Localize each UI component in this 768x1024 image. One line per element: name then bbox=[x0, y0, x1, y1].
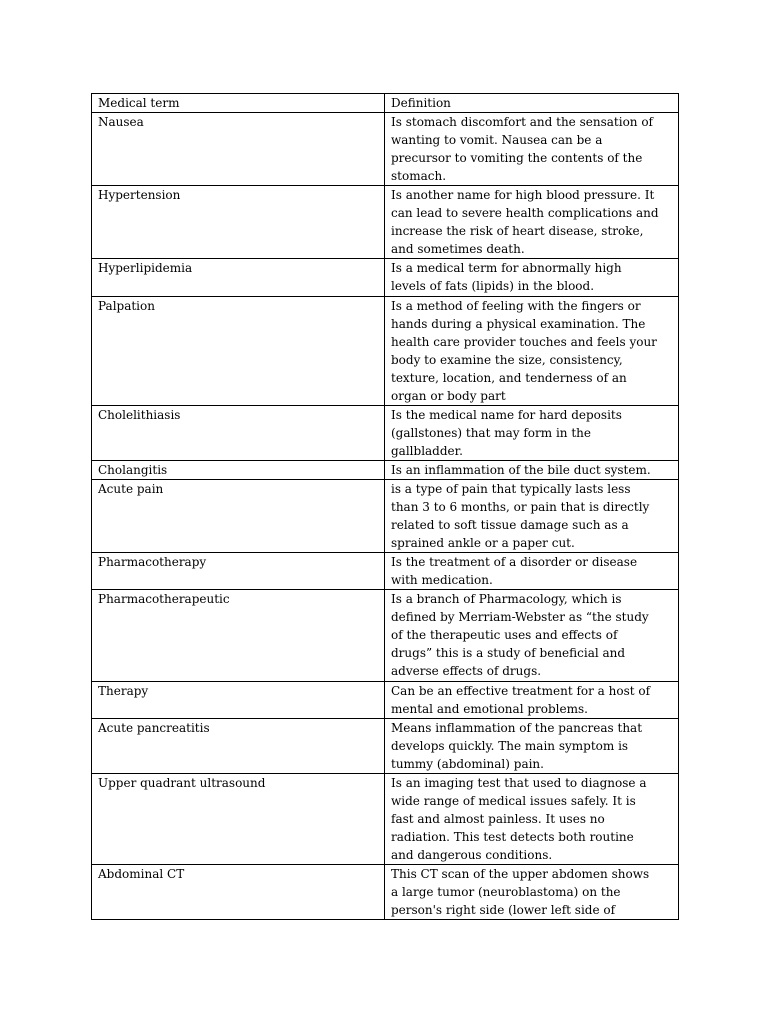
definition-cell bbox=[385, 590, 679, 681]
term-text: Pharmacotherapy bbox=[98, 555, 207, 570]
definition-cell bbox=[385, 773, 679, 864]
term-cell bbox=[92, 718, 385, 773]
table-row bbox=[92, 113, 679, 186]
definition-cell bbox=[385, 681, 679, 718]
term-text: Acute pancreatitis bbox=[98, 720, 210, 735]
table-row bbox=[92, 864, 679, 919]
definition-line: develops quickly. The main symptom is bbox=[391, 738, 629, 753]
definition-line: drugs” this is a study of beneficial and bbox=[391, 646, 626, 661]
term-text: Abdominal CT bbox=[98, 866, 185, 881]
term-text: Palpation bbox=[98, 298, 155, 313]
header-term-label: Medical term bbox=[98, 96, 180, 110]
header-cell-definition bbox=[385, 94, 679, 113]
definition-line: stomach. bbox=[391, 169, 447, 184]
header-cell-term bbox=[92, 94, 385, 113]
table-row bbox=[92, 460, 679, 479]
definition-line: texture, location, and tenderness of an bbox=[391, 370, 627, 385]
definition-line: Is the medical name for hard deposits bbox=[391, 407, 622, 422]
definition-cell bbox=[385, 296, 679, 405]
definition-line: tummy (abdominal) pain. bbox=[391, 756, 544, 771]
term-cell bbox=[92, 296, 385, 405]
table-row bbox=[92, 479, 679, 552]
definition-line: body to examine the size, consistency, bbox=[391, 352, 623, 367]
table-row bbox=[92, 773, 679, 864]
table-row bbox=[92, 681, 679, 718]
definition-line: Is an imaging test that used to diagnose a bbox=[391, 775, 647, 790]
definition-line: Is another name for high blood pressure. It bbox=[391, 188, 655, 203]
term-cell bbox=[92, 590, 385, 681]
term-cell bbox=[92, 479, 385, 552]
term-cell bbox=[92, 460, 385, 479]
definition-cell bbox=[385, 553, 679, 590]
table-row bbox=[92, 259, 679, 296]
definition-line: can lead to severe health complications and bbox=[391, 206, 659, 221]
term-text: Therapy bbox=[98, 683, 149, 698]
definition-line: sprained ankle or a paper cut. bbox=[391, 536, 575, 551]
header-definition-label: Definition bbox=[391, 96, 451, 110]
definition-line: mental and emotional problems. bbox=[391, 701, 588, 716]
definition-line: of the therapeutic uses and effects of bbox=[391, 628, 618, 643]
definition-line: Is a method of feeling with the fingers or bbox=[391, 298, 641, 313]
term-cell bbox=[92, 259, 385, 296]
table-row bbox=[92, 186, 679, 259]
term-text: Cholelithiasis bbox=[98, 407, 181, 422]
definition-cell bbox=[385, 405, 679, 460]
definition-line: and sometimes death. bbox=[391, 242, 525, 257]
term-cell bbox=[92, 113, 385, 186]
definition-line: wanting to vomit. Nausea can be a bbox=[391, 133, 603, 148]
term-cell bbox=[92, 864, 385, 919]
term-cell bbox=[92, 681, 385, 718]
definition-line: Means inflammation of the pancreas that bbox=[391, 720, 643, 735]
term-cell bbox=[92, 553, 385, 590]
definition-cell bbox=[385, 718, 679, 773]
definition-line: wide range of medical issues safely. It is bbox=[391, 793, 636, 808]
medical-terms-table bbox=[91, 93, 679, 920]
definition-line: Can be an effective treatment for a host of bbox=[391, 683, 651, 698]
term-cell bbox=[92, 405, 385, 460]
definition-line: than 3 to 6 months, or pain that is directly bbox=[391, 500, 650, 515]
definition-line: and dangerous conditions. bbox=[391, 847, 553, 862]
definition-cell bbox=[385, 259, 679, 296]
definition-cell bbox=[385, 460, 679, 479]
definition-line: defined by Merriam-Webster as “the study bbox=[391, 610, 649, 625]
definition-line: health care provider touches and feels your bbox=[391, 334, 657, 349]
table-row bbox=[92, 296, 679, 405]
definition-cell bbox=[385, 864, 679, 919]
term-text: Nausea bbox=[98, 115, 144, 130]
table-row bbox=[92, 405, 679, 460]
definition-line: radiation. This test detects both routine bbox=[391, 829, 634, 844]
definition-line: increase the risk of heart disease, stroke, bbox=[391, 224, 644, 239]
term-cell bbox=[92, 773, 385, 864]
definition-line: a large tumor (neuroblastoma) on the bbox=[391, 885, 621, 900]
definition-cell bbox=[385, 186, 679, 259]
definition-line: (gallstones) that may form in the bbox=[391, 425, 591, 440]
table-row bbox=[92, 718, 679, 773]
definition-line: fast and almost painless. It uses no bbox=[391, 811, 605, 826]
definition-line: Is a medical term for abnormally high bbox=[391, 261, 622, 276]
definition-cell bbox=[385, 479, 679, 552]
definition-line: levels of fats (lipids) in the blood. bbox=[391, 279, 595, 294]
definition-line: precursor to vomiting the contents of the bbox=[391, 151, 643, 166]
definition-line: Is an inflammation of the bile duct system. bbox=[391, 462, 651, 477]
term-text: Hypertension bbox=[98, 188, 181, 203]
term-text: Hyperlipidemia bbox=[98, 261, 193, 276]
definition-line: gallbladder. bbox=[391, 443, 463, 458]
term-cell bbox=[92, 186, 385, 259]
table-header-row bbox=[92, 94, 679, 113]
table-row bbox=[92, 590, 679, 681]
term-text: Acute pain bbox=[98, 481, 164, 496]
definition-line: is a type of pain that typically lasts less bbox=[391, 481, 631, 496]
term-text: Upper quadrant ultrasound bbox=[98, 775, 266, 790]
term-text: Pharmacotherapeutic bbox=[98, 592, 230, 607]
definition-line: This CT scan of the upper abdomen shows bbox=[391, 866, 650, 881]
definition-cell bbox=[385, 113, 679, 186]
definition-line: with medication. bbox=[391, 573, 493, 588]
definition-line: Is stomach discomfort and the sensation of bbox=[391, 115, 653, 130]
definition-line: related to soft tissue damage such as a bbox=[391, 518, 629, 533]
definition-line: organ or body part bbox=[391, 388, 506, 403]
definition-line: Is the treatment of a disorder or disease bbox=[391, 555, 638, 570]
definition-line: Is a branch of Pharmacology, which is bbox=[391, 592, 622, 607]
term-text: Cholangitis bbox=[98, 462, 168, 477]
definition-line: hands during a physical examination. The bbox=[391, 316, 646, 331]
definition-line: person's right side (lower left side of bbox=[391, 903, 616, 918]
definition-line: adverse effects of drugs. bbox=[391, 664, 542, 679]
table-row bbox=[92, 553, 679, 590]
